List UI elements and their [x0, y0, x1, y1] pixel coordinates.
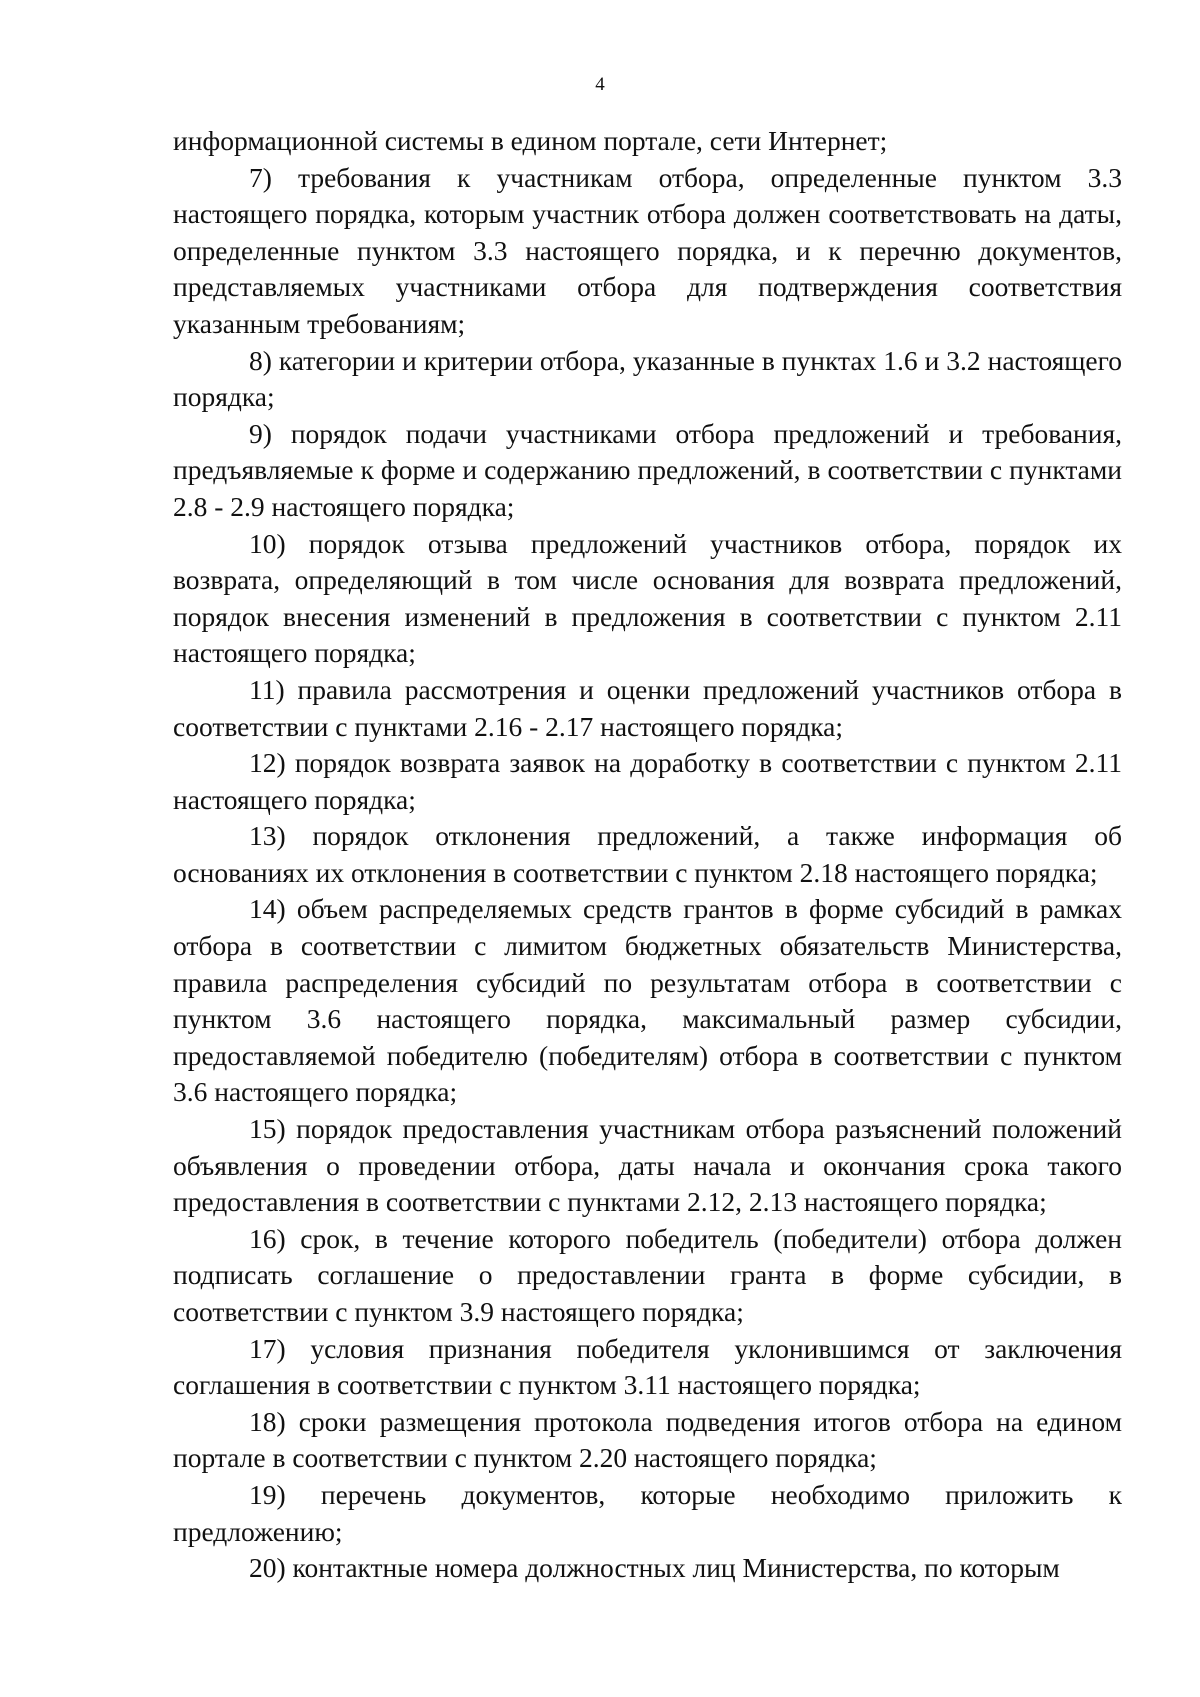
list-item-12: 12) порядок возврата заявок на доработку в соответствии с пунктом 2.11 настоящего порядка;: [173, 747, 1122, 815]
list-item-18: 18) сроки размещения протокола подведения итогов отбора на едином портале в соответствии с пунктом 2.20 настоящего порядка;: [173, 1405, 1122, 1474]
list-item-10: 10) порядок отзыва предложений участников отбора, порядок их возврата, определяющий в том числе основания для возврата предложений, порядок внесения изменений в предложения в соответствии с пунктом 2.11 настоящего порядка;: [173, 527, 1122, 669]
list-item-9: 9) порядок подачи участниками отбора предложений и требования, предъявляемые к форме и содержанию предложений, в соответствии с пунктами 2.8 - 2.9 настоящего порядка;: [173, 417, 1122, 522]
list-item-14: 14) объем распределяемых средств грантов в форме субсидий в рамках отбора в соответствии с лимитом бюджетных обязательств Министерства, правила распределения субсидий по результатам отбора в соответствии с пунктом 3.6 настоящего порядка, максимальный размер субсидии, предоставляемой победителю (победителям) отбора в соответствии с пунктом 3.6 настоящего порядка;: [173, 893, 1122, 1108]
list-item-15: 15) порядок предоставления участникам отбора разъяснений положений объявления о проведении отбора, даты начала и окончания срока такого предоставления в соответствии с пунктами 2.12, 2.13 настоящего порядка;: [173, 1113, 1122, 1218]
list-item-11: 11) правила рассмотрения и оценки предложений участников отбора в соответствии с пунктами 2.16 - 2.17 настоящего порядка;: [173, 673, 1122, 742]
list-item-20: 20) контактные номера должностных лиц Министерства, по которым: [249, 1552, 1060, 1584]
list-item-16: 16) срок, в течение которого победитель (победители) отбора должен подписать соглашение о предоставлении гранта в форме субсидии, в соответствии с пунктом 3.9 настоящего порядка;: [173, 1222, 1122, 1327]
list-item-19: 19) перечень документов, которые необходимо приложить к предложению;: [173, 1478, 1122, 1547]
list-item-17: 17) условия признания победителя уклонившимся от заключения соглашения в соответствии с пунктом 3.11 настоящего порядка;: [173, 1332, 1122, 1401]
list-item-13: 13) порядок отклонения предложений, а также информация об основаниях их отклонения в соответствии с пунктом 2.18 настоящего порядка;: [173, 820, 1122, 888]
document-body: [173, 123, 1122, 1587]
list-item-7: 7) требования к участникам отбора, определенные пунктом 3.3 настоящего порядка, которым участник отбора должен соответствовать на даты, определенные пунктом 3.3 настоящего порядка, и к перечню документов, представляемых участниками отбора для подтверждения соответствия указанным требованиям;: [173, 161, 1122, 339]
page-number: 4: [595, 74, 605, 95]
paragraph-continuation: информационной системы в едином портале, сети Интернет;: [173, 125, 888, 156]
list-item-8: 8) категории и критерии отбора, указанные в пунктах 1.6 и 3.2 настоящего порядка;: [173, 344, 1122, 413]
